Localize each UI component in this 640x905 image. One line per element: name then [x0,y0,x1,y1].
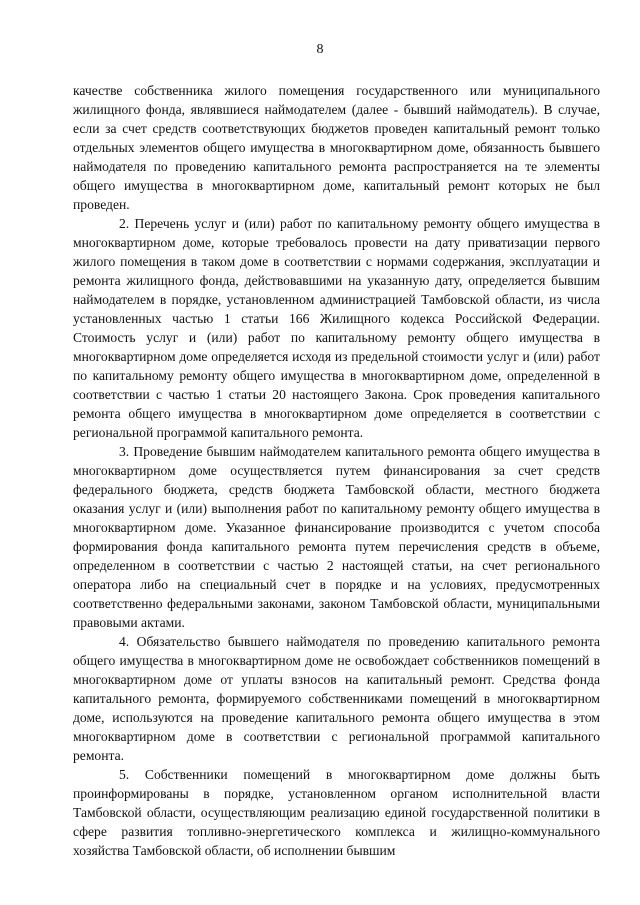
page-number: 8 [316,42,324,57]
paragraph-3: 3. Проведение бывшим наймодателем капитального ремонта общего имущества в многоквартирном доме осуществляется путем финансирования за счет средств федерального бюджета, средств бюджета Тамбовской области, местного бюджета оказания услуг и (или) выполнения работ по капитальному ремонту общего имущества в многоквартирном доме. Указанное финансирование производится с учетом способа формирования фонда капитального ремонта путем перечисления средств в объеме, определенном в соответствии с частью 2 настоящей статьи, на счет регионального оператора либо на специальный счет в порядке и на условиях, предусмотренных соответственно федеральными законами, законом Тамбовской области, муниципальными правовыми актами. [73,444,600,630]
paragraph-4: 4. Обязательство бывшего наймодателя по проведению капитального ремонта общего имущества в многоквартирном доме не освобождает собственников помещений в многоквартирном доме от уплаты взносов на капитальный ремонт. Средства фонда капитального ремонта, формируемого собственниками помещений в многоквартирном доме, используются на проведение капитального ремонта общего имущества в этом многоквартирном доме в соответствии с региональной программой капитального ремонта. [73,634,600,763]
paragraph-continuation: качестве собственника жилого помещения государственного или муниципального жилищного фонда, являвшиеся наймодателем (далее - бывший наймодатель). В случае, если за счет средств соответствующих бюджетов проведен капитальный ремонт только отдельных элементов общего имущества в многоквартирном доме, обязанность бывшего наймодателя по проведению капитального ремонта распространяется на те элементы общего имущества в многоквартирном доме, капитальный ремонт которых не был проведен. [73,83,600,212]
paragraph-2: 2. Перечень услуг и (или) работ по капитальному ремонту общего имущества в многоквартирном доме, которые требовалось провести на дату приватизации первого жилого помещения в таком доме в соответствии с нормами содержания, эксплуатации и ремонта жилищного фонда, действовавшими на указанную дату, определяется бывшим наймодателем в порядке, установленном администрацией Тамбовской области, из числа установленных частью 1 статьи 166 Жилищного кодекса Российской Федерации. Стоимость услуг и (или) работ по капитальному ремонту общего имущества в многоквартирном доме определяется исходя из предельной стоимости услуг и (или) работ по капитальному ремонту общего имущества в многоквартирном доме, определенной в соответствии с частью 1 статьи 20 настоящего Закона. Срок проведения капитального ремонта общего имущества в многоквартирном доме определяется в соответствии с региональной программой капитального ремонта. [73,216,600,440]
paragraph-5: 5. Собственники помещений в многоквартирном доме должны быть проинформированы в порядке, установленном органом исполнительной власти Тамбовской области, осуществляющим реализацию единой государственной политики в сфере развития топливно-энергетического комплекса и жилищно-коммунального хозяйства Тамбовской области, об исполнении бывшим [73,767,600,858]
document-body [73,81,600,860]
